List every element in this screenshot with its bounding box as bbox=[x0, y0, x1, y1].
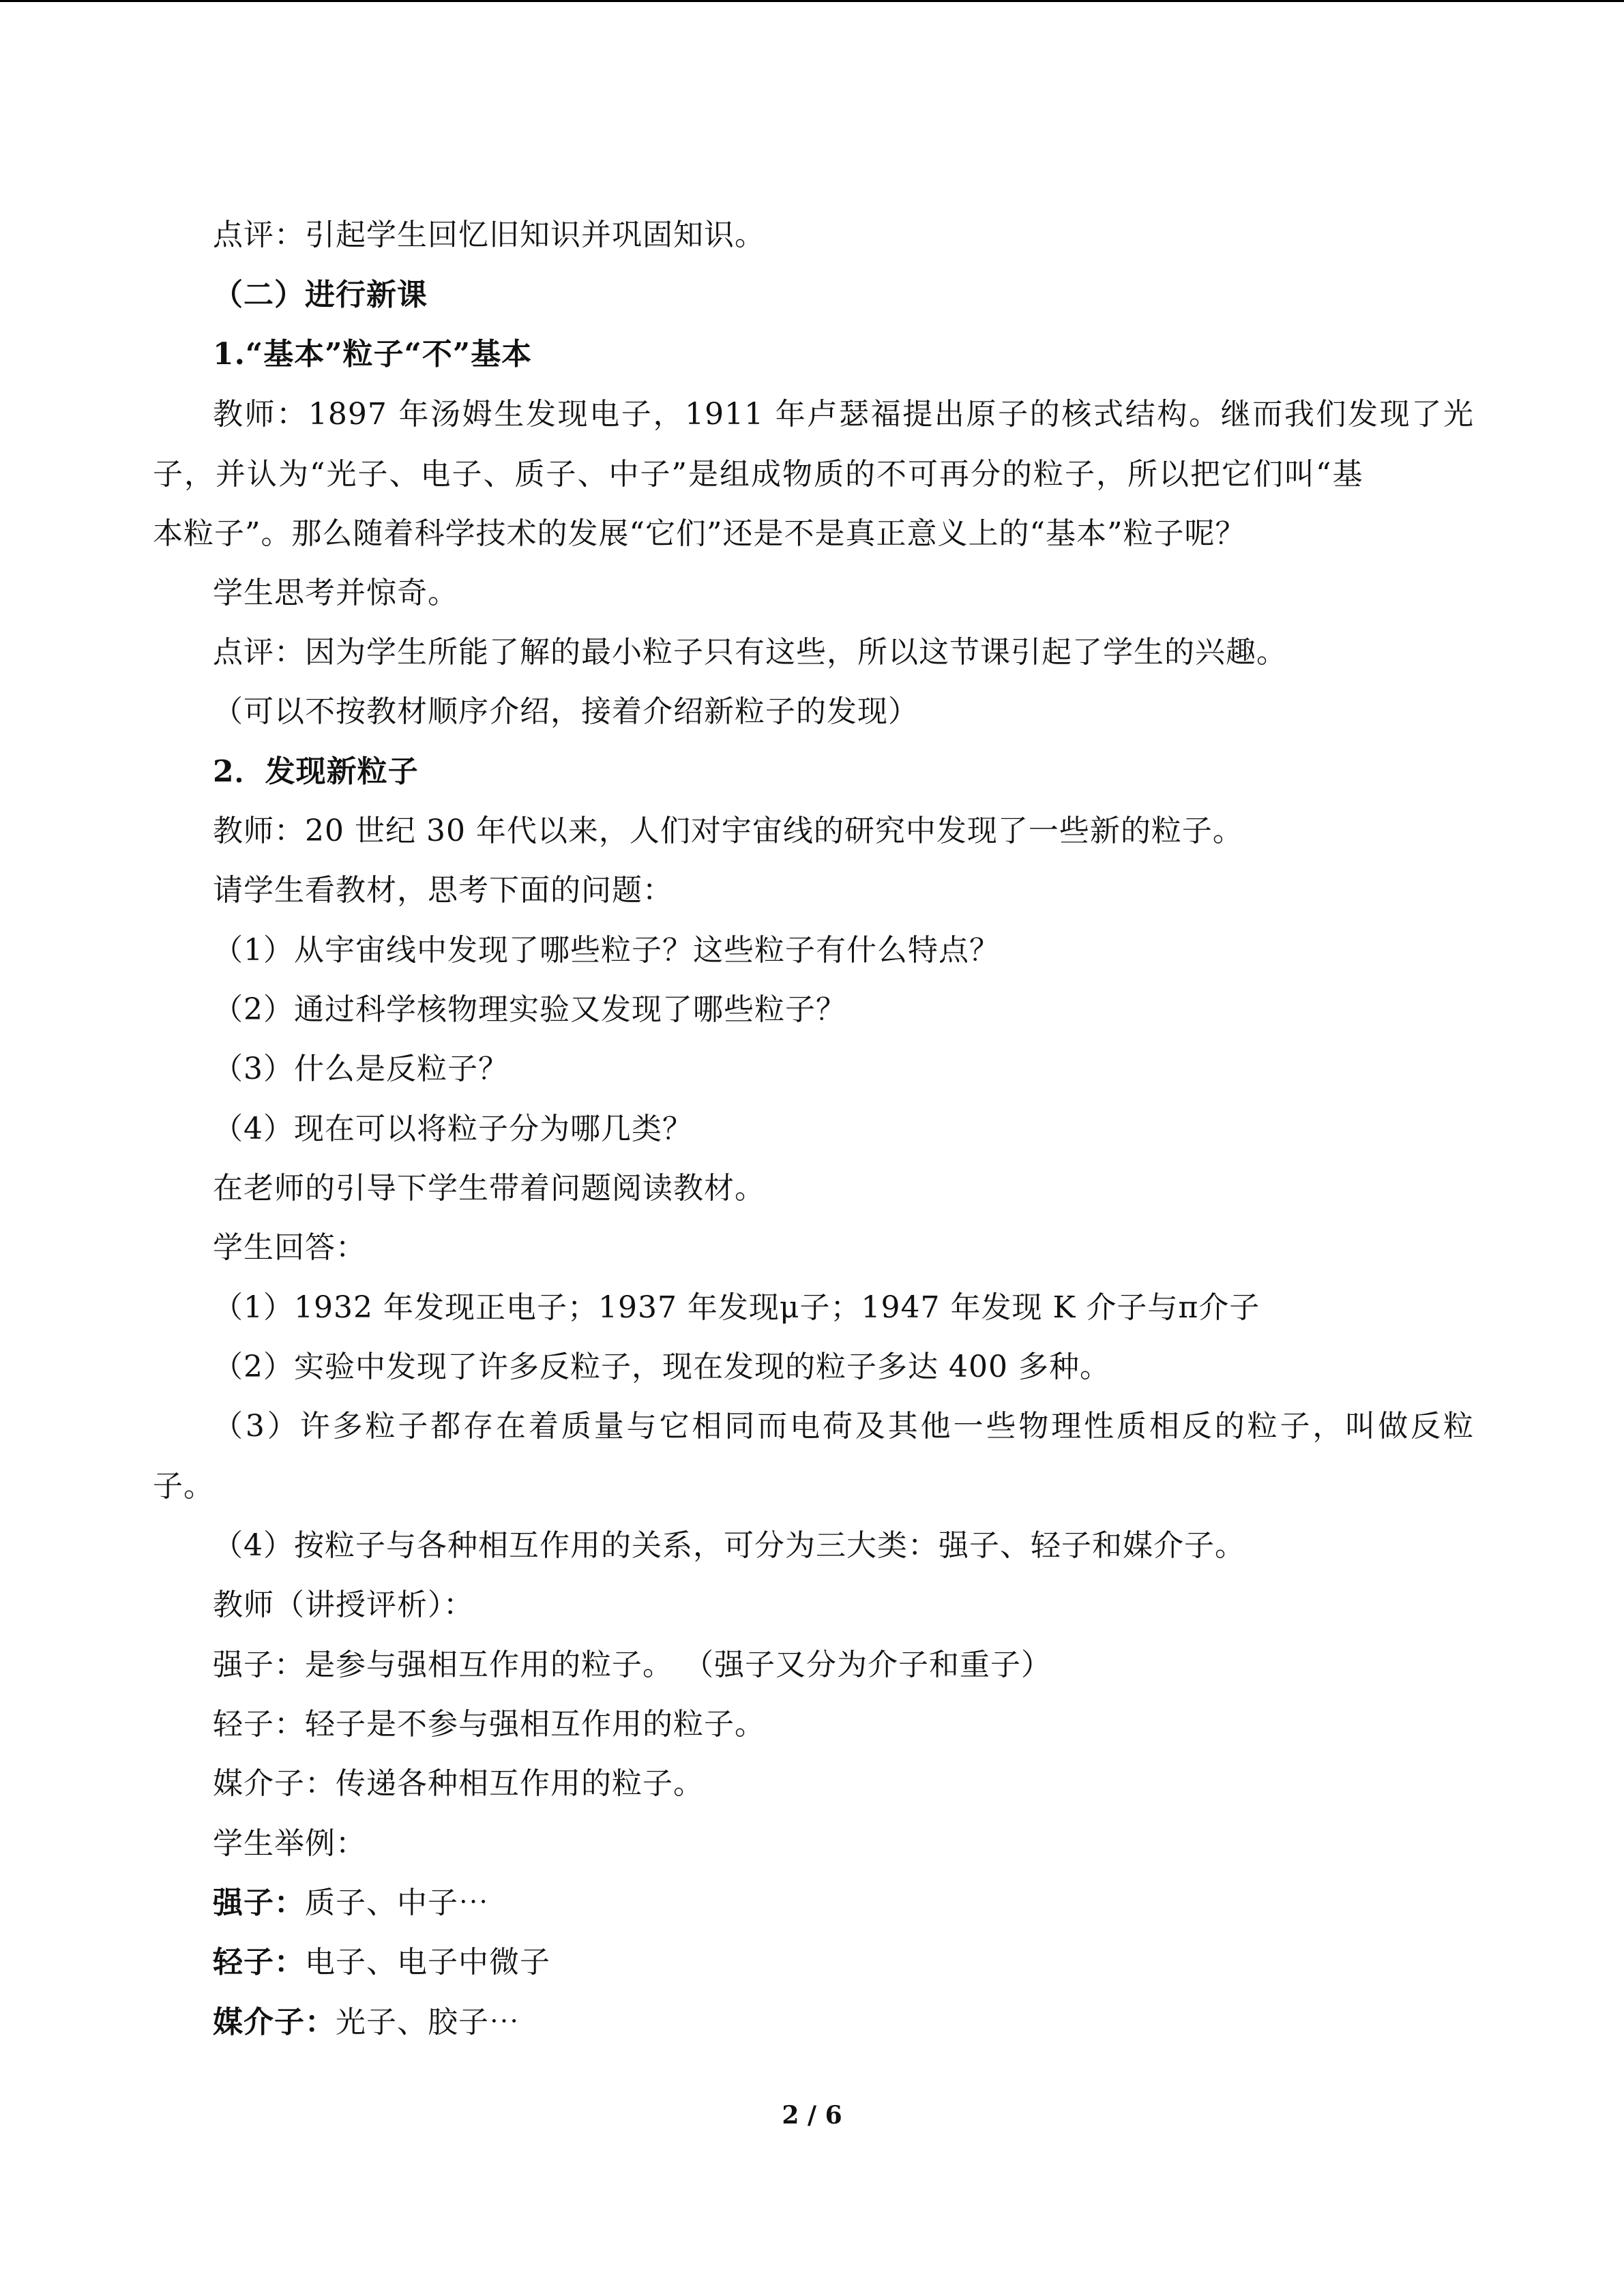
example-lepton bbox=[213, 1943, 550, 1982]
student-answer-label: 学生回答： bbox=[213, 1230, 366, 1265]
teacher-paragraph-line-3: 本粒子”。那么随着科学技术的发展“它们”还是不是真正意义上的“基本”粒子呢？ bbox=[153, 516, 1246, 551]
question-item-4: （4）现在可以将粒子分为哪几类？ bbox=[213, 1112, 693, 1146]
example-separator: ： bbox=[274, 1945, 305, 1980]
example-text: 光子、胶子⋯ bbox=[336, 2005, 520, 2040]
teacher-analysis-label: 教师（讲授评析）： bbox=[213, 1587, 474, 1622]
subsection-heading-new-particles: 2．发现新粒子 bbox=[213, 754, 419, 789]
student-examples-label: 学生举例： bbox=[213, 1826, 366, 1861]
definition-lepton: 轻子：轻子是不参与强相互作用的粒子。 bbox=[213, 1707, 765, 1742]
answer-item-4: （4）按粒子与各种相互作用的关系，可分为三大类：强子、轻子和媒介子。 bbox=[213, 1528, 1245, 1563]
question-item-3: （3）什么是反粒子？ bbox=[213, 1052, 509, 1086]
section-heading-new-lesson: （二）进行新课 bbox=[213, 278, 428, 312]
definition-mediator: 媒介子：传递各种相互作用的粒子。 bbox=[213, 1766, 704, 1801]
answer-item-2: （2）实验中发现了许多反粒子，现在发现的粒子多达 400 多种。 bbox=[213, 1350, 1110, 1384]
teacher-intro-cosmic-rays: 教师：20 世纪 30 年代以来，人们对宇宙线的研究中发现了一些新的粒子。 bbox=[213, 814, 1243, 848]
example-separator: ： bbox=[305, 2005, 336, 2040]
answer-item-3-line-2: 子。 bbox=[153, 1469, 214, 1504]
question-prompt: 请学生看教材，思考下面的问题： bbox=[213, 873, 673, 908]
student-reaction: 学生思考并惊奇。 bbox=[213, 576, 458, 610]
answer-item-3-line-1: （3）许多粒子都存在着质量与它相同而电荷及其他一些物理性质相反的粒子，叫做反粒 bbox=[213, 1409, 1474, 1444]
example-mediator bbox=[213, 2003, 520, 2042]
reading-instruction: 在老师的引导下学生带着问题阅读教材。 bbox=[213, 1171, 765, 1206]
example-term: 媒介子 bbox=[213, 2005, 305, 2040]
example-text: 质子、中子⋯ bbox=[305, 1885, 489, 1920]
subsection-heading-basic-particles: 1.“基本”粒子“不”基本 bbox=[213, 337, 533, 372]
teaching-note: （可以不按教材顺序介绍，接着介绍新粒子的发现） bbox=[213, 694, 919, 729]
example-term: 强子 bbox=[213, 1885, 274, 1920]
answer-item-1: （1）1932 年发现正电子；1937 年发现μ子；1947 年发现 K 介子与π介子 bbox=[213, 1290, 1260, 1325]
example-text: 电子、电子中微子 bbox=[305, 1945, 550, 1980]
question-item-2: （2）通过科学核物理实验又发现了哪些粒子？ bbox=[213, 992, 846, 1027]
example-separator: ： bbox=[274, 1885, 305, 1920]
comment-review-1: 点评：引起学生回忆旧知识并巩固知识。 bbox=[213, 218, 765, 252]
example-term: 轻子 bbox=[213, 1945, 274, 1980]
teacher-paragraph-line-2: 子，并认为“光子、电子、质子、中子”是组成物质的不可再分的粒子，所以把它们叫“基 bbox=[153, 457, 1364, 492]
question-item-1: （1）从宇宙线中发现了哪些粒子？这些粒子有什么特点？ bbox=[213, 933, 1000, 968]
definition-hadron: 强子：是参与强相互作用的粒子。 （强子又分为介子和重子） bbox=[213, 1648, 1052, 1682]
comment-review-2: 点评：因为学生所能了解的最小粒子只有这些，所以这节课引起了学生的兴趣。 bbox=[213, 635, 1287, 670]
page-number: 2 / 6 bbox=[782, 2101, 842, 2130]
teacher-paragraph-line-1: 教师：1897 年汤姆生发现电子，1911 年卢瑟福提出原子的核式结构。继而我们发现了光 bbox=[213, 397, 1474, 432]
example-hadron bbox=[213, 1883, 489, 1923]
